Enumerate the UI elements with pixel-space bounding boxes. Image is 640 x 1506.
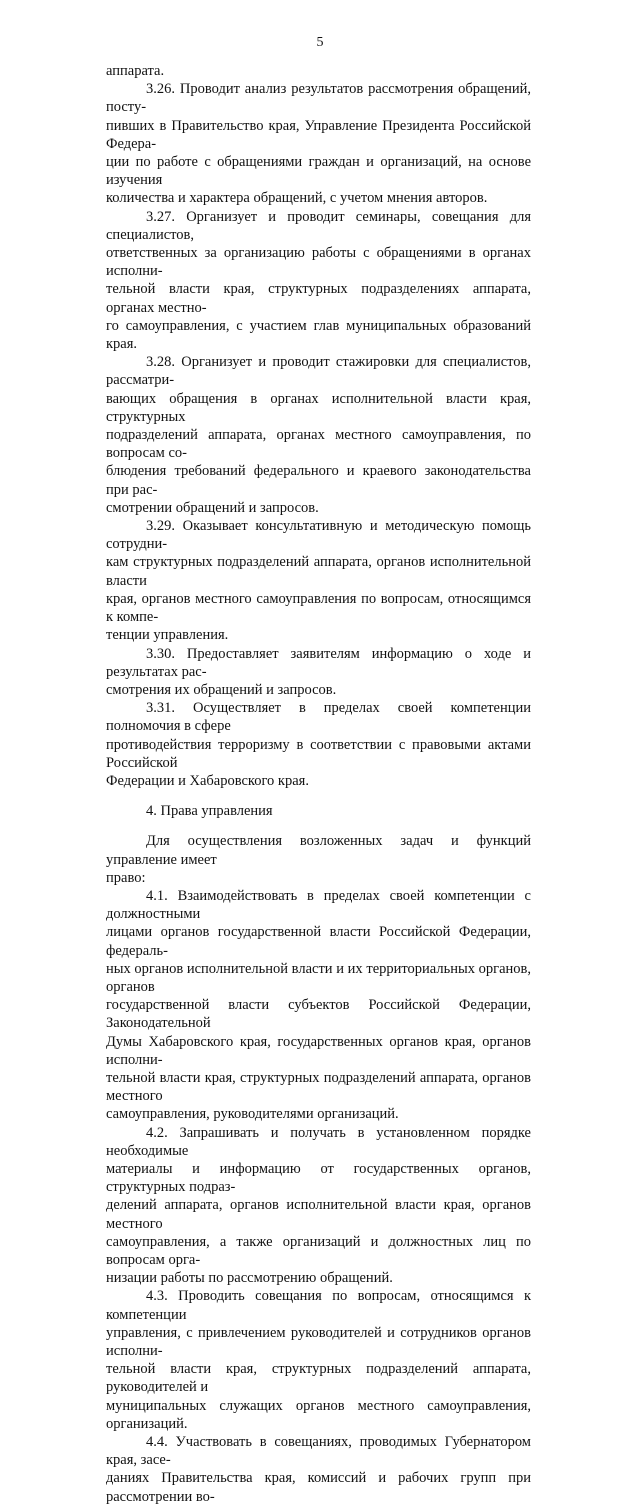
paragraph-3-28: 3.28. Организует и проводит стажировки для специалистов, рассматри- вающих обращения в органах исполнительной власти края, структурных подразделений аппарата, органах местного самоуправления, по вопросам со- блюдения требований федерального и краевого законодательства при рас- смотрении обращений и запросов. bbox=[106, 354, 531, 516]
paragraph-4-4: 4.4. Участвовать в совещаниях, проводимых Губернатором края, засе- даниях Правительства края, комиссий и рабочих групп при рассмотрении во- bbox=[106, 1434, 531, 1505]
paragraph-3-27: 3.27. Организует и проводит семинары, совещания для специалистов, ответственных за организацию работы с обращениями в органах исполни- тельной власти края, структурных подразделениях аппарата, органах местно- го самоуправления, с участием глав муниципальных образований края. bbox=[106, 208, 531, 353]
paragraph-4-3: 4.3. Проводить совещания по вопросам, относящимся к компетенции управления, с привлечением руководителей и сотрудников органов исполни- тельной власти края, структурных подразделений аппарата, руководителей и муниципальных служащих органов местного самоуправления, организаций. bbox=[106, 1288, 531, 1432]
paragraph-4-2: 4.2. Запрашивать и получать в установленном порядке необходимые материалы и информацию от государственных органов, структурных подраз- делений аппарата, органов исполнительной власти края, органов местного самоуправления, а также организаций и должностных лиц по вопросам орга- низации работы по рассмотрению обращений. bbox=[106, 1124, 531, 1287]
paragraph-3-26: 3.26. Проводит анализ результатов рассмотрения обращений, посту- пивших в Правительство края, Управление Президента Российской Федера- ции по работе с обращениями граждан и организаций, на основе изучения количества и характера обращений, с учетом мнения авторов. bbox=[106, 81, 531, 207]
page-number: 5 bbox=[316, 35, 324, 50]
paragraph-3-31: 3.31. Осуществляет в пределах своей компетенции полномочия в сфере противодействия терроризму в соответствии с правовыми актами Российской Федерации и Хабаровского края. bbox=[106, 700, 531, 789]
paragraph-3-30: 3.30. Предоставляет заявителям информацию о ходе и результатах рас- смотрения их обращений и запросов. bbox=[106, 645, 531, 698]
paragraph-section-4-intro: Для осуществления возложенных задач и функций управление имеет право: bbox=[106, 833, 531, 886]
paragraph-4-1: 4.1. Взаимодействовать в пределах своей компетенции с должностными лицами органов государственной власти Российской Федерации, федераль- ных органов исполнительной власти и их территориальных органов, органов государственной власти субъектов Российской Федерации, Законодательной Думы Хабаровского края, государственных органов края, органов исполни- тельной власти края, структурных подразделений аппарата, органов местного самоуправления, руководителями организаций. bbox=[106, 887, 531, 1123]
document-body bbox=[106, 62, 531, 1506]
section-heading-4: 4. Права управления bbox=[146, 803, 273, 820]
paragraph-continuation: аппарата. bbox=[106, 63, 165, 79]
paragraph-3-29: 3.29. Оказывает консультативную и методическую помощь сотрудни- кам структурных подразделений аппарата, органов исполнительной власти края, органов местного самоуправления по вопросам, относящимся к компе- тенции управления. bbox=[106, 518, 531, 644]
